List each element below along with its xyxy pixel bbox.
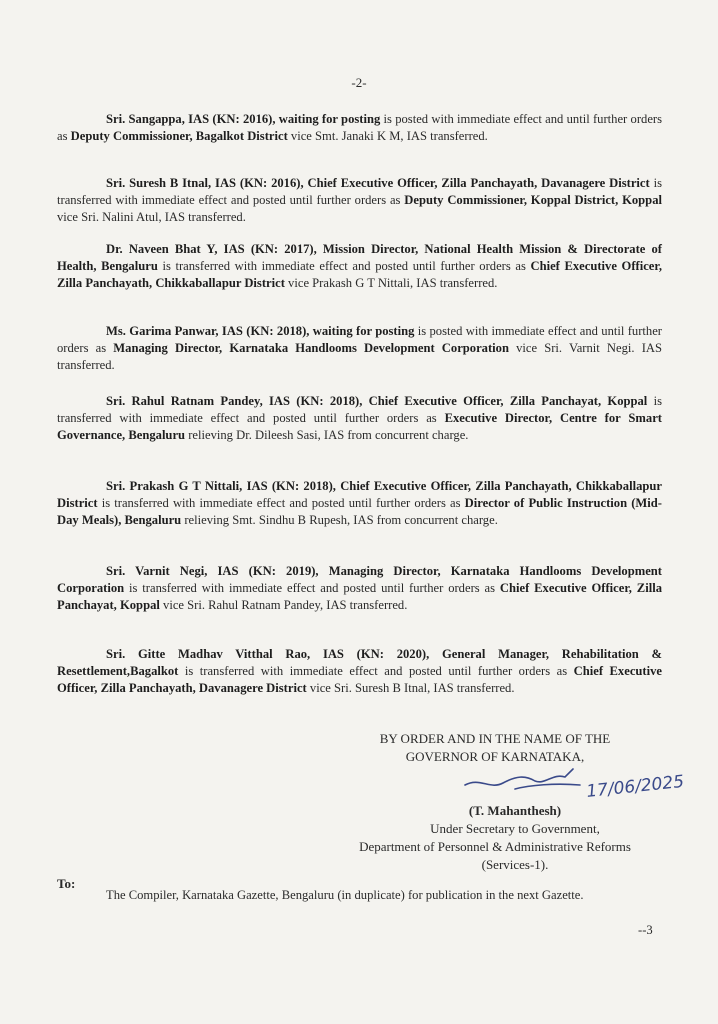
bold-text-run: Dr. Naveen Bhat Y, IAS (KN: 2017), Mission Director, National Health Mission & Directorate of Health, Bengaluru (57, 242, 662, 273)
order-line-2: GOVERNOR OF KARNATAKA, (405, 749, 585, 764)
order-paragraph-2 (57, 175, 662, 226)
signatory-name: (T. Mahanthesh) (468, 803, 562, 818)
text-run: is transferred with immediate effect and posted until further orders as (57, 394, 662, 425)
signature-date: 17/06/2025 (585, 771, 685, 802)
bold-text-run: Sri. Varnit Negi, IAS (KN: 2019), Managing Director, Karnataka Handlooms Development Corporation (57, 564, 662, 595)
text-run: relieving Dr. Dileesh Sasi, IAS from concurrent charge. (185, 428, 469, 442)
order-paragraph-7 (57, 563, 662, 614)
text-run: is transferred with immediate effect and posted until further orders as (57, 176, 662, 207)
text-run: is posted with immediate effect and until further orders as (57, 324, 662, 355)
bold-text-run: Chief Executive Officer, Zilla Panchayath, Davanagere District (57, 664, 662, 695)
to-label: To: (57, 876, 76, 891)
signatory-block (300, 802, 690, 874)
bold-text-run: Chief Executive Officer, Zilla Panchayath, Chikkaballapur District (57, 259, 662, 290)
bold-text-run: Deputy Commissioner, Koppal District, Koppal (404, 193, 662, 207)
order-paragraph-4 (57, 323, 662, 374)
text-run: relieving Smt. Sindhu B Rupesh, IAS from concurrent charge. (181, 513, 498, 527)
text-run: vice Sri. Rahul Ratnam Pandey, IAS transferred. (159, 598, 408, 612)
page-number: -2- (351, 75, 367, 90)
text-run: vice Sri. Nalini Atul, IAS transferred. (57, 210, 246, 224)
text-run: is posted with immediate effect and until further orders as (57, 112, 662, 143)
bold-text-run: Sri. Rahul Ratnam Pandey, IAS (KN: 2018), Chief Executive Officer, Zilla Panchayat, Koppal (106, 394, 648, 408)
bold-text-run: Director of Public Instruction (Mid-Day Meals), Bengaluru (57, 496, 662, 527)
text-run: is transferred with immediate effect and posted until further orders as (157, 259, 531, 273)
bold-text-run: Sri. Suresh B Itnal, IAS (KN: 2016), Chief Executive Officer, Zilla Panchayath, Davanagere District (106, 176, 650, 190)
text-run: is transferred with immediate effect and posted until further orders as (178, 664, 574, 678)
order-paragraph-8 (57, 646, 662, 697)
bold-text-run: Sri. Gitte Madhav Vitthal Rao, IAS (KN: 2020), General Manager, Rehabilitation & Resettlement,Bagalkot (57, 647, 662, 678)
order-paragraph-3 (57, 241, 662, 292)
order-line-1: BY ORDER AND IN THE NAME OF THE (379, 731, 611, 746)
signatory-department: Department of Personnel & Administrative Reforms (359, 839, 631, 854)
text-run: vice Sri. Suresh B Itnal, IAS transferred. (306, 681, 515, 695)
recipient-text: The Compiler, Karnataka Gazette, Bengaluru (in duplicate) for publication in the next Gazette. (106, 888, 584, 902)
order-paragraph-5 (57, 393, 662, 444)
text-run: is transferred with immediate effect and posted until further orders as (97, 496, 465, 510)
order-paragraph-6 (57, 478, 662, 529)
signatory-section: (Services-1). (481, 857, 549, 872)
text-run: vice Sri. Varnit Negi. IAS transferred. (57, 341, 662, 372)
bold-text-run: Sri. Sangappa, IAS (KN: 2016), waiting for posting (106, 112, 381, 126)
order-paragraph-1 (57, 111, 662, 145)
text-run: vice Smt. Janaki K M, IAS transferred. (287, 129, 488, 143)
bold-text-run: Executive Director, Centre for Smart Governance, Bengaluru (57, 411, 662, 442)
bold-text-run: Deputy Commissioner, Bagalkot District (70, 129, 288, 143)
signatory-designation: Under Secretary to Government, (430, 821, 600, 836)
next-page-marker: --3 (638, 923, 653, 937)
bold-text-run: Sri. Prakash G T Nittali, IAS (KN: 2018), Chief Executive Officer, Zilla Panchayath, Chikkaballapur District (57, 479, 662, 510)
bold-text-run: Managing Director, Karnataka Handlooms Development Corporation (113, 341, 509, 355)
text-run: vice Prakash G T Nittali, IAS transferred. (284, 276, 498, 290)
text-run: is transferred with immediate effect and posted until further orders as (124, 581, 500, 595)
bold-text-run: Ms. Garima Panwar, IAS (KN: 2018), waiting for posting (106, 324, 415, 338)
bold-text-run: Chief Executive Officer, Zilla Panchayat, Koppal (57, 581, 662, 612)
